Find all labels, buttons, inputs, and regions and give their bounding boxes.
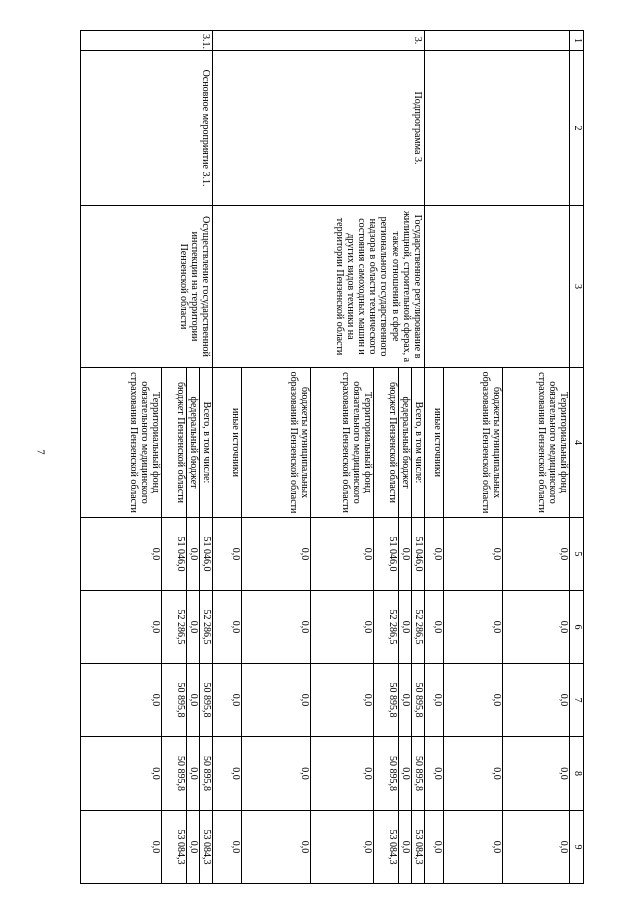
value: 0,0 <box>444 518 503 590</box>
value: 0,0 <box>150 518 162 590</box>
continuation-row <box>425 31 570 884</box>
value: 50 895,8 <box>374 737 399 810</box>
value: 0,0 <box>558 620 569 634</box>
value: 50 895,8 <box>374 664 399 736</box>
value: 50 895,8 <box>162 737 187 810</box>
header-cell: 1 <box>570 31 584 51</box>
value: 53 084,3 <box>201 829 212 865</box>
value: 0,0 <box>444 591 503 663</box>
value: 0,0 <box>432 811 444 883</box>
budget-table <box>80 30 584 884</box>
value: 0,0 <box>444 664 503 736</box>
item-type-cell: Подпрограмма 3. <box>213 51 425 206</box>
value-cell <box>81 591 213 664</box>
header-row <box>570 31 584 884</box>
value: 0,0 <box>399 518 412 590</box>
value: 0,0 <box>558 840 569 854</box>
funding-source: Всего, в том числе: <box>413 401 424 484</box>
item-name-cell: Государственное регулирование в жилищной, строительной сферах, а также отношений в сфере регионального государственного надзора в области технического состояния самоходных машин и других видов техники на территории Пензенской области <box>213 206 425 368</box>
funding-source-cell <box>213 368 425 518</box>
value: 51 046,0 <box>413 536 424 572</box>
value: 0,0 <box>432 737 444 810</box>
value: 51 046,0 <box>201 536 212 572</box>
value: 0,0 <box>399 737 412 810</box>
funding-source: бюджеты муниципальных образований Пензенской области <box>444 368 503 517</box>
value: 0,0 <box>399 811 412 883</box>
funding-source: федеральный бюджет <box>399 368 412 517</box>
value-cell <box>425 811 570 884</box>
page-number: 7 <box>34 449 46 455</box>
funding-source-cell <box>81 368 213 518</box>
value-cell <box>213 591 425 664</box>
value: 0,0 <box>230 591 242 663</box>
value: 52 286,5 <box>162 591 187 663</box>
funding-source: федеральный бюджет <box>187 368 200 517</box>
value: 0,0 <box>150 591 162 663</box>
header-cell: 3 <box>570 206 584 368</box>
funding-source: бюджет Пензенской области <box>374 368 399 517</box>
value: 0,0 <box>311 737 374 810</box>
value: 0,0 <box>187 591 200 663</box>
item-type-cell: Основное мероприятие 3.1. <box>81 51 213 206</box>
value: 51 046,0 <box>162 518 187 590</box>
value: 52 286,5 <box>413 609 424 645</box>
value: 0,0 <box>230 737 242 810</box>
item-type-cell <box>425 51 570 206</box>
value-cell <box>81 737 213 811</box>
value: 0,0 <box>444 737 503 810</box>
value-cell <box>425 664 570 737</box>
value-cell <box>81 811 213 884</box>
value: 0,0 <box>311 664 374 736</box>
value-cell <box>213 737 425 811</box>
value: 0,0 <box>150 737 162 810</box>
value: 50 895,8 <box>413 756 424 791</box>
value: 0,0 <box>187 664 200 736</box>
header-cell: 9 <box>570 811 584 884</box>
row-number-cell: 3. <box>213 31 425 51</box>
value: 0,0 <box>242 811 311 883</box>
value-cell <box>213 518 425 591</box>
value: 0,0 <box>311 811 374 883</box>
item-name-cell: Осуществление государственной инспекции на территории Пензенской области <box>81 206 213 368</box>
value: 0,0 <box>558 767 569 780</box>
value-cell <box>425 737 570 811</box>
funding-source: Территориальный фонд обязательного медицинского страхования Пензенской области <box>127 368 162 517</box>
funding-source: иные источники <box>230 368 242 517</box>
value: 0,0 <box>187 811 200 883</box>
funding-source: иные источники <box>432 368 444 517</box>
row-number-cell <box>425 31 570 51</box>
item-name-cell <box>425 206 570 368</box>
value: 0,0 <box>311 591 374 663</box>
value: 0,0 <box>558 693 569 707</box>
value: 0,0 <box>187 518 200 590</box>
value: 0,0 <box>230 664 242 736</box>
funding-source: Всего, в том числе: <box>201 401 212 484</box>
header-cell: 7 <box>570 664 584 737</box>
value-cell <box>81 518 213 591</box>
value: 50 895,8 <box>201 756 212 791</box>
value: 53 084,3 <box>413 829 424 865</box>
value: 0,0 <box>444 811 503 883</box>
value: 51 046,0 <box>374 518 399 590</box>
value: 0,0 <box>311 518 374 590</box>
value: 0,0 <box>150 664 162 736</box>
header-cell: 2 <box>570 51 584 206</box>
funding-source: Территориальный фонд обязательного медицинского страхования Пензенской области <box>535 372 569 513</box>
value: 0,0 <box>399 664 412 736</box>
subprogram-3-row <box>213 31 425 884</box>
value: 0,0 <box>187 737 200 810</box>
value: 0,0 <box>242 737 311 810</box>
value: 53 084,3 <box>374 811 399 883</box>
value-cell <box>213 811 425 884</box>
value: 0,0 <box>432 518 444 590</box>
funding-source: бюджет Пензенской области <box>162 368 187 517</box>
funding-source: Территориальный фонд обязательного медицинского страхования Пензенской области <box>311 368 374 517</box>
value: 50 895,8 <box>162 664 187 736</box>
header-cell: 4 <box>570 368 584 518</box>
value: 0,0 <box>558 547 569 561</box>
value-cell <box>425 591 570 664</box>
header-cell: 8 <box>570 737 584 811</box>
funding-source: бюджеты муниципальных образований Пензенской области <box>242 368 311 517</box>
header-cell: 6 <box>570 591 584 664</box>
value: 0,0 <box>150 811 162 883</box>
rotated-table-wrapper <box>80 30 584 883</box>
value-cell <box>213 664 425 737</box>
measure-3-1-row <box>81 31 213 884</box>
value: 0,0 <box>432 591 444 663</box>
value: 52 286,5 <box>374 591 399 663</box>
value: 52 286,5 <box>201 609 212 645</box>
value: 0,0 <box>242 664 311 736</box>
funding-source-cell <box>425 368 570 518</box>
value: 0,0 <box>432 664 444 736</box>
value: 0,0 <box>230 811 242 883</box>
value: 0,0 <box>242 591 311 663</box>
value: 50 895,8 <box>413 682 424 718</box>
value: 0,0 <box>399 591 412 663</box>
value: 53 084,3 <box>162 811 187 883</box>
row-number-cell: 3.1. <box>81 31 213 51</box>
value: 50 895,8 <box>201 682 212 718</box>
value-cell <box>425 518 570 591</box>
value: 0,0 <box>242 518 311 590</box>
value: 0,0 <box>230 518 242 590</box>
header-cell: 5 <box>570 518 584 591</box>
value-cell <box>81 664 213 737</box>
